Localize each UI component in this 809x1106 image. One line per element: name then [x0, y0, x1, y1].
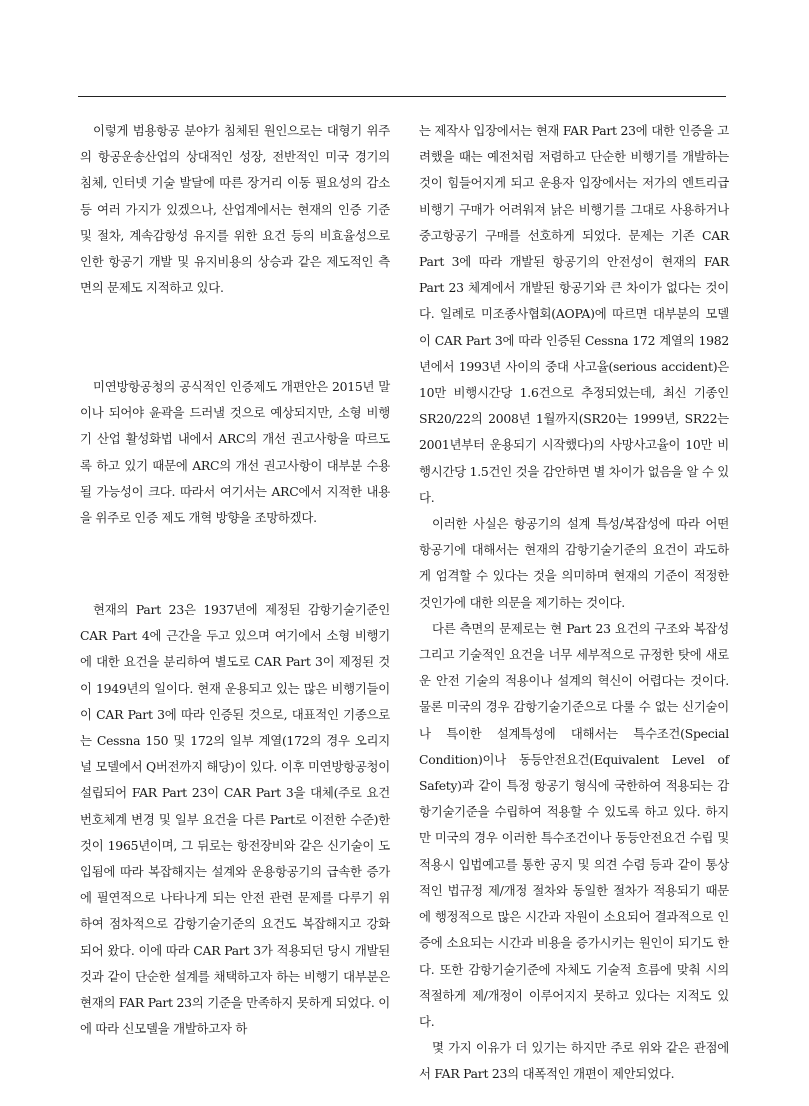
right-paragraph-1: 는 제작사 입장에서는 현재 FAR Part 23에 대한 인증을 고려했을 때는 예전처럼 저렴하고 단순한 비행기를 개발하는 것이 힘들어지게 되고 운용자 입장에서는 저가의 엔트리급 비행기 구매가 어려워져 낡은 비행기를 그대로 사용하거나 중고항공기 구매를 선호하게 되었다. 문제는 기존 CAR Part 3에 따라 개발된 항공기의 안전성이 현재의 FAR Part 23 체계에서 개발된 항공기와 큰 차이가 없다는 것이다. 일례로 미조종사협회(AOPA)에 따르면 대부분의 모델이 CAR Part 3에 따라 인증된 Cessna 172 계열의 1982년에서 1993년 사이의 중대 사고율(serious accident)은 10만 비행시간당 1.6건으로 추정되었는데, 최신 기종인 SR20/22의 2008년 1월까지(SR20는 1999년, SR22는 2001년부터 운용되기 시작했다)의 사망사고율이 10만 비행시간당 1.5건인 것을 감안하면 별 차이가 없음을 알 수 있다.	[419, 123, 729, 505]
left-paragraph-1	[80, 118, 390, 301]
paragraph-text: 미연방항공청의 공식적인 인증제도 개편안은 2015년 말이나 되어야 윤곽을 드러낼 것으로 예상되지만, 소형 비행기 산업 활성화법 내에서 ARC의 개선 권고사항을 따르도록 하고 있기 때문에 ARC의 개선 권고사항이 대부분 수용될 가능성이 크다. 따라서 여기서는 ARC에서 지적한 내용을 위주로 인증 제도 개혁 방향을 조망하겠다.	[80, 379, 390, 526]
paragraph-text: 현재의 Part 23은 1937년에 제정된 감항기술기준인 CAR Part 4에 근간을 두고 있으며 여기에서 소형 비행기에 대한 요건을 분리하여 별도로 CAR Part 3이 제정된 것이 1949년의 일이다. 현재 운용되고 있는 많은 비행기들이 이 CAR Part 3에 따라 인증된 것으로, 대표적인 기종으로는 Cessna 150 및 172의 일부 계열(172의 경우 오리지널 모델에서 Q버전까지 해당)이 있다. 이후 미연방항공청이 설립되어 FAR Part 23이 CAR Part 3을 대체(주로 요건 번호체계 변경 및 일부 요건을 다른 Part로 이전한 수준)한 것이 1965년이며, 그 뒤로는 항전장비와 같은 신기술이 도입됨에 따라 복잡해지는 설계와 운용항공기의 급속한 증가에 필연적으로 나타나게 되는 안전 관련 문제를 다루기 위하여 점차적으로 감항기술기준의 요건도 복잡해지고 강화되어 왔다. 이에 따라 CAR Part 3가 적용되던 당시 개발된 것과 같이 단순한 설계를 채택하고자 하는 비행기 대부분은 현재의 FAR Part 23의 기준을 만족하지 못하게 되었다. 이에 따라 신모델을 개발하고자 하	[80, 602, 390, 1037]
left-paragraph-2	[80, 374, 390, 531]
right-paragraph-2: 이러한 사실은 항공기의 설계 특성/복잡성에 따라 어떤 항공기에 대해서는 현재의 감항기술기준의 요건이 과도하게 엄격할 수 있다는 것을 의미하며 현재의 기준이 적정한 것인가에 대한 의문을 제기하는 것이다.	[419, 516, 729, 610]
right-paragraph-3: 다른 측면의 문제로는 현 Part 23 요건의 구조와 복잡성 그리고 기술적인 요건을 너무 세부적으로 규정한 탓에 새로운 안전 기술의 적용이나 설계의 혁신이 어렵다는 것이다. 물론 미국의 경우 감항기술기준으로 다룰 수 없는 신기술이나 특이한 설계특성에 대해서는 특수조건(Special Condition)이나 동등안전요건(Equivalent Level of Safety)과 같이 특정 항공기 형식에 국한하여 적용되는 감항기술기준을 수립하여 적용할 수 있도록 하고 있다. 하지만 미국의 경우 이러한 특수조건이나 동등안전요건 수립 및 적용시 입법예고를 통한 공지 및 의견 수렴 등과 같이 통상적인 법규정 제/개정 절차와 동일한 절차가 적용되기 때문에 행정적으로 많은 시간과 자원이 소요되어 결과적으로 인증에 소요되는 시간과 비용을 증가시키는 원인이 되기도 한다. 또한 감항기술기준에 자체도 기술적 흐름에 맞춰 시의 적절하게 제/개정이 이루어지지 못하고 있다는 지적도 있다.	[419, 620, 729, 1029]
header-rule	[78, 96, 726, 97]
right-paragraph-4: 몇 가지 이유가 더 있기는 하지만 주로 위와 같은 관점에서 FAR Part 23의 대폭적인 개편이 제안되었다.	[419, 1040, 729, 1082]
paragraph-text: 이렇게 범용항공 분야가 침체된 원인으로는 대형기 위주의 항공운송산업의 상대적인 성장, 전반적인 미국 경기의 침체, 인터넷 기술 발달에 따른 장거리 이동 필요성의 감소 등 여러 가지가 있겠으나, 산업계에서는 현재의 인증 기준 및 절차, 계속감항성 유지를 위한 요건 등의 비효율성으로 인한 항공기 개발 및 유지비용의 상승과 같은 제도적인 측면의 문제도 지적하고 있다.	[80, 123, 390, 296]
left-paragraph-3	[80, 597, 390, 1042]
right-column	[419, 118, 729, 1088]
